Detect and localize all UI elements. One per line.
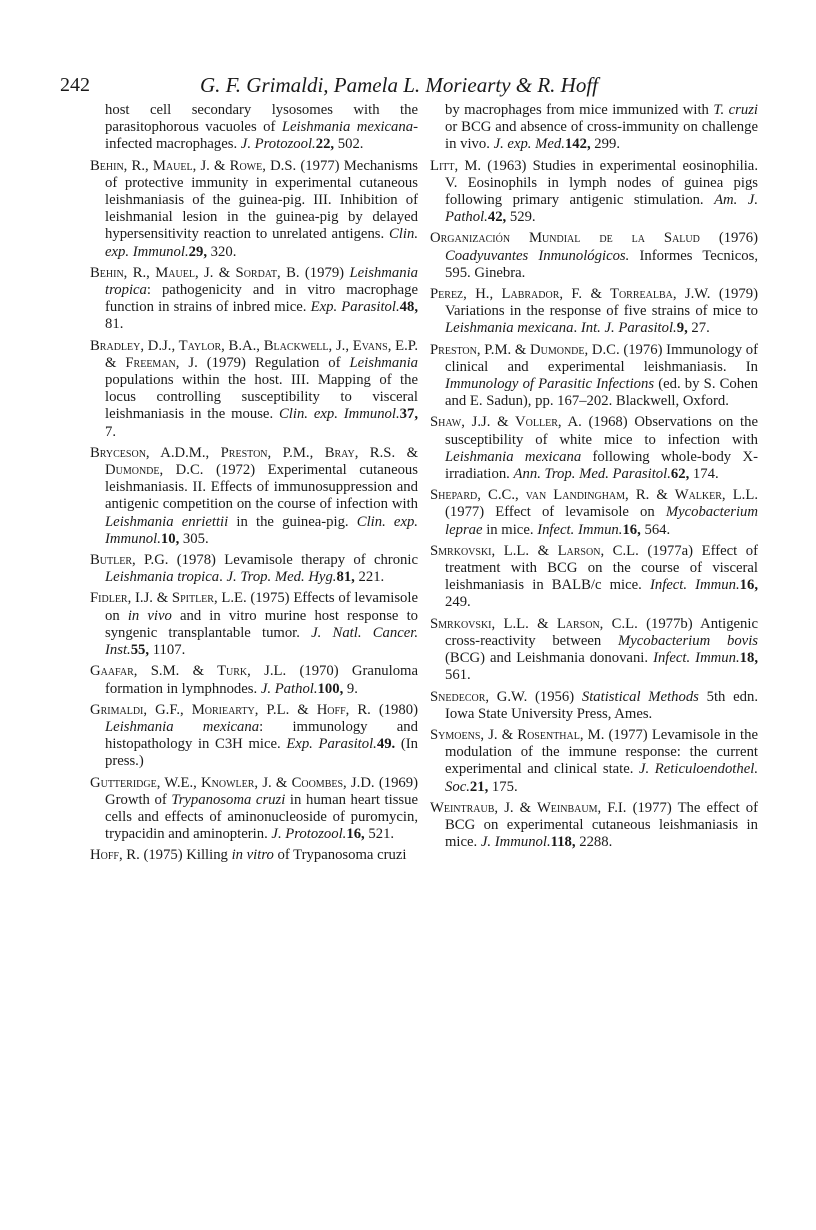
page-number: 242 — [60, 74, 90, 96]
reference-text-continued: in human heart tissue cells and effects of aminonucleoside of puromycin, trypacidin and aminopterin. — [105, 791, 418, 843]
reference-italic-title: Leishmania mexicana — [445, 448, 582, 465]
reference-entry — [430, 689, 758, 723]
reference-text: (1980) — [370, 701, 418, 718]
reference-entry — [430, 727, 758, 796]
reference-journal: J. Protozool. — [240, 136, 316, 153]
reference-text: (1978) Levamisole therapy of chronic — [168, 552, 418, 569]
reference-text: (1975) Killing — [139, 847, 232, 864]
reference-pages: 2288. — [575, 834, 613, 851]
reference-text-continued: in mice. — [482, 521, 538, 538]
reference-entry — [430, 414, 758, 483]
reference-authors: Behin, R., Mauel, J. & Rowe, D.S. — [90, 157, 297, 174]
reference-journal: J. Trop. Med. Hyg. — [226, 569, 337, 586]
reference-authors: Gaafar, S.M. & Turk, J.L. — [90, 663, 287, 680]
reference-text-continued: and in vitro murine host response to syngenic transplantable tumor. — [105, 607, 419, 641]
reference-text: (1977a) Effect of treatment with BCG on the course of visceral leishmaniasis in BALB/c mice. — [445, 542, 758, 594]
reference-journal: J. Immunol. — [480, 834, 551, 851]
reference-pages: 502. — [334, 136, 364, 153]
reference-italic-title: Leishmania tropica — [105, 264, 418, 299]
reference-pages: 175. — [488, 778, 518, 795]
reference-italic-title: Trypanosoma cruzi — [171, 791, 286, 808]
reference-volume: 118, — [550, 834, 576, 851]
reference-pages: 529. — [506, 209, 536, 226]
reference-entry — [430, 342, 758, 411]
reference-text: host cell secondary lysosomes with the parasitophorous vacuoles of — [105, 102, 418, 136]
reference-italic-title: Coadyuvantes Inmunológicos. — [445, 247, 630, 264]
reference-entry — [90, 847, 418, 864]
reference-entry — [90, 338, 418, 441]
reference-authors: Gutteridge, W.E., Knowler, J. & Coombes, J.D. — [90, 774, 375, 791]
reference-journal: Infect. Immun. — [653, 650, 740, 667]
reference-pages: 249. — [445, 594, 471, 611]
reference-authors: Fidler, I.J. & Spitler, L.E. — [90, 590, 247, 607]
references-right-column — [430, 102, 758, 855]
reference-authors: Perez, H., Labrador, F. & Torrealba, J.W. — [430, 286, 711, 303]
reference-volume: 55, — [130, 642, 150, 659]
reference-volume: 16, — [622, 521, 641, 538]
reference-entry — [430, 286, 758, 338]
reference-entry — [430, 102, 758, 154]
reference-volume: 100, — [317, 680, 344, 697]
reference-entry — [90, 552, 418, 586]
reference-italic-title: Leishmania tropica — [105, 569, 220, 586]
reference-text-continued: 5th edn. Iowa State University Press, Ames. — [445, 688, 758, 722]
reference-authors: Smrkovski, L.L. & Larson, C.L. — [430, 615, 638, 632]
reference-entry — [90, 445, 418, 548]
reference-text-continued: : immunology and histopathology in C3H mice. — [105, 718, 418, 753]
reference-pages: 299. — [590, 136, 620, 153]
reference-journal: J. Reticuloendothel. Soc. — [445, 761, 758, 795]
reference-italic-title: Leishmania mexicana — [445, 320, 574, 337]
reference-journal: Am. J. Pathol. — [445, 192, 758, 226]
reference-journal: Clin. exp. Immunol. — [105, 513, 418, 547]
reference-journal: Exp. Parasitol. — [310, 299, 400, 316]
reference-pages: (In press.) — [105, 736, 418, 770]
reference-pages: 9. — [343, 680, 358, 697]
reference-text-continued: (BCG) and Leishmania donovani. — [445, 650, 654, 667]
reference-pages: 81. — [105, 316, 124, 333]
reference-volume: 142, — [564, 136, 591, 153]
reference-journal: Int. J. Parasitol. — [580, 320, 677, 337]
reference-text-continued: : pathogenicity and in vitro macrophage function in strains of inbred mice. — [105, 282, 418, 316]
reference-authors: Snedecor, G.W. — [430, 688, 528, 705]
reference-text-continued: or BCG and absence of cross-immunity on challenge in vivo. — [445, 119, 758, 153]
reference-journal: Ann. Trop. Med. Parasitol. — [513, 466, 671, 483]
running-head: G. F. Grimaldi, Pamela L. Moriearty & R. Hoff — [200, 73, 599, 97]
reference-authors: Litt, M. — [430, 157, 482, 174]
reference-italic-title: Mycobacterium bovis — [618, 632, 758, 649]
reference-text: (1968) Observations on the susceptibility of white mice to infection with — [445, 414, 758, 448]
reference-italic-title: Leishmania mexicana — [281, 119, 414, 136]
reference-volume: 22, — [315, 136, 335, 153]
reference-pages: 221. — [354, 569, 385, 586]
reference-entry — [90, 775, 418, 844]
reference-entry — [430, 800, 758, 852]
reference-italic-title: Leishmania — [349, 354, 419, 371]
reference-authors: Bryceson, A.D.M., Preston, P.M., Bray, R.S. & Dumonde, D.C. — [90, 444, 418, 479]
reference-authors: Weintraub, J. & Weinbaum, F.I. — [430, 799, 627, 816]
reference-text-continued: (ed. by S. Cohen and E. Sadun), pp. 167–202. Blackwell, Oxford. — [445, 376, 758, 410]
reference-journal: J. exp. Med. — [493, 136, 565, 153]
reference-volume: 16, — [346, 826, 365, 843]
reference-text-continued: of Trypanosoma cruzi — [273, 847, 407, 864]
reference-text-continued: . — [219, 569, 227, 586]
reference-authors: Shepard, C.C., van Landingham, R. & Walker, L.L. — [430, 487, 758, 504]
reference-text-continued: -infected macrophages. — [105, 119, 418, 153]
reference-entry — [90, 590, 418, 659]
reference-journal: Clin. exp. Immunol. — [278, 406, 400, 423]
references-left-column — [90, 102, 418, 869]
reference-pages: 1107. — [149, 642, 186, 659]
reference-entry — [90, 102, 418, 154]
reference-text: (1976) Immunology of clinical and experimental leishmaniasis. In — [445, 341, 758, 375]
reference-authors: Grimaldi, G.F., Moriearty, P.L. & Hoff, R. — [90, 701, 371, 718]
reference-entry — [430, 487, 758, 539]
reference-volume: 49. — [376, 736, 396, 753]
reference-authors: Butler, P.G. — [90, 552, 169, 569]
reference-journal: Exp. Parasitol. — [286, 736, 377, 753]
reference-volume: 62, — [670, 466, 690, 483]
reference-pages: 174. — [689, 466, 719, 483]
reference-pages: 320. — [206, 243, 237, 260]
reference-volume: 9, — [676, 320, 688, 337]
reference-text: (1976) — [699, 230, 758, 247]
reference-italic-title: Mycobacterium leprae — [445, 504, 758, 538]
reference-authors: Shaw, J.J. & Voller, A. — [430, 414, 582, 431]
reference-pages: 305. — [179, 530, 209, 547]
reference-text: (1979) Variations in the response of five strains of mice to — [445, 286, 758, 320]
reference-authors: Preston, P.M. & Dumonde, D.C. — [430, 341, 620, 358]
reference-pages: 564. — [640, 521, 671, 538]
reference-journal: Infect. Immun. — [537, 521, 623, 538]
reference-journal: J. Natl. Cancer. Inst. — [105, 624, 418, 659]
reference-italic-title: T. cruzi — [713, 102, 758, 118]
reference-entry — [90, 158, 418, 261]
reference-text: (1979) — [299, 264, 350, 281]
reference-italic-title: Statistical Methods — [581, 688, 699, 705]
reference-italic-title: Leishmania enriettii — [105, 513, 229, 530]
reference-italic-title: in vivo — [127, 607, 172, 624]
reference-italic-title: in vitro — [231, 847, 274, 864]
reference-pages: 7. — [105, 423, 117, 440]
reference-text: (1979) Regulation of — [197, 354, 350, 371]
reference-authors: Bradley, D.J., Taylor, B.A., Blackwell, J., Evans, E.P. & Freeman, J. — [90, 337, 418, 371]
reference-volume: 18, — [739, 650, 758, 667]
reference-text-continued: populations within the host. III. Mapping of the locus controlling susceptibility to visceral leishmaniasis in the mouse. — [105, 372, 418, 423]
reference-journal: Clin. exp. Immunol. — [105, 226, 418, 260]
reference-text-continued: Informes Tecnicos, 595. Ginebra. — [445, 247, 759, 281]
reference-volume: 48, — [399, 299, 418, 316]
reference-entry — [90, 663, 418, 697]
reference-entry — [430, 158, 758, 227]
reference-text: (1975) Effects of levamisole on — [105, 590, 419, 624]
reference-entry — [430, 616, 758, 685]
reference-authors: Smrkovski, L.L. & Larson, C.L. — [430, 542, 639, 559]
reference-pages: 561. — [445, 667, 471, 684]
reference-text: (1956) — [527, 688, 582, 705]
reference-text-continued: in the guinea-pig. — [228, 513, 357, 530]
page-header — [60, 72, 760, 106]
reference-volume: 37, — [399, 406, 418, 423]
reference-pages: 521. — [364, 826, 395, 843]
reference-entry — [430, 230, 758, 282]
reference-entry — [90, 265, 418, 334]
reference-text: (1963) Studies in experimental eosinophilia. V. Eosinophils in lymph nodes of guinea pigs following primary antigenic stimulation. — [445, 157, 758, 209]
reference-text: (1972) Experimental cutaneous leishmaniasis. II. Effects of immunosuppression and antigenic competition on the course of infection with — [105, 462, 418, 513]
reference-volume: 81, — [336, 569, 355, 586]
reference-authors: Organización Mundial de la Salud — [430, 230, 700, 247]
reference-volume: 29, — [188, 243, 207, 260]
reference-italic-title: Leishmania mexicana — [105, 718, 260, 735]
reference-authors: Behin, R., Mauel, J. & Sordat, B. — [90, 264, 300, 281]
reference-journal: Infect. Immun. — [649, 577, 740, 594]
reference-authors: Symoens, J. & Rosenthal, M. — [430, 726, 605, 743]
reference-text: (1977) Levamisole in the modulation of the immune response: the current experimental and clinical state. — [445, 726, 758, 778]
reference-text: (1977b) Antigenic cross-reactivity between — [445, 615, 759, 649]
reference-text: (1977) Effect of levamisole on — [445, 504, 666, 521]
reference-volume: 42, — [487, 209, 507, 226]
reference-text: (1970) Granuloma formation in lymphnodes. — [105, 663, 419, 697]
reference-journal: J. Pathol. — [260, 680, 318, 697]
reference-italic-title: Immunology of Parasitic Infections — [445, 376, 655, 393]
reference-pages: 27. — [687, 320, 710, 337]
reference-text: (1977) The effect of BCG on experimental cutaneous leishmaniasis in mice. — [445, 799, 758, 851]
reference-volume: 16, — [739, 577, 758, 594]
reference-volume: 10, — [160, 530, 180, 547]
reference-text-continued: . — [573, 320, 581, 337]
reference-entry — [90, 702, 418, 771]
reference-text-continued: following whole-body X-irradiation. — [445, 448, 758, 483]
reference-text: (1969) Growth of — [105, 774, 418, 808]
reference-text: by macrophages from mice immunized with — [445, 102, 714, 118]
reference-entry — [430, 543, 758, 612]
reference-volume: 21, — [469, 778, 489, 795]
reference-text: (1977) Mechanisms of protective immunity in experimental cutaneous leishmaniasis of the guinea-pig. III. Inhibition of leishmanial lesion in the guinea-pig by delayed hypersensitivity reaction to unrelated antigens. — [105, 157, 418, 243]
reference-authors: Hoff, R. — [90, 847, 140, 864]
reference-journal: J. Protozool. — [271, 826, 347, 843]
